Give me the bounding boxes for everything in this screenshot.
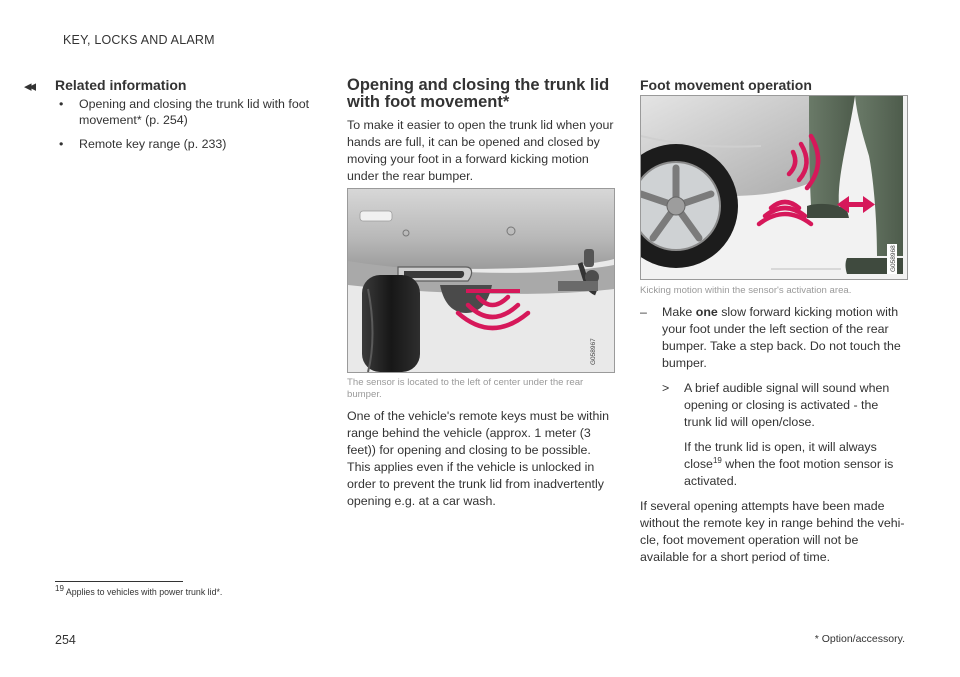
- trunk-lid-section: [347, 77, 615, 185]
- instruction-step: [640, 304, 906, 372]
- section-heading: Opening and closing the trunk lid with foot movement*: [347, 76, 610, 111]
- result-text: A brief audible signal will sound when opening or closing is activated - the trunk lid will open/close.: [684, 381, 890, 429]
- step-text-emphasis: one: [695, 305, 718, 319]
- note-text-pre: If the trunk lid is open, it will always close: [684, 440, 877, 471]
- kicking-motion-figure: [640, 95, 908, 280]
- footnote-ref[interactable]: 19: [712, 455, 722, 465]
- footnote-number: 19: [55, 584, 64, 594]
- related-link-text: Remote key range (p. 233): [79, 137, 227, 151]
- related-information-heading: Related information: [55, 77, 187, 93]
- footnote-text: Applies to vehicles with power trunk lid*.: [65, 587, 223, 597]
- related-links-list: [55, 96, 315, 152]
- footnote-divider: [55, 581, 183, 582]
- related-information-section: [55, 77, 315, 160]
- foot-movement-heading: Foot movement operation: [640, 77, 812, 93]
- continued-from-previous-icon: ◂◂: [24, 78, 34, 95]
- bullet-icon: •: [59, 97, 64, 111]
- kicking-figure-caption: Kicking motion within the sensor's activation area.: [640, 285, 852, 296]
- range-paragraph: One of the vehicle's remote keys must be within range behind the vehicle (approx. 1 meter (3 feet)) for opening and closing to be possible. This applies even if the vehicle is unlocked in order to prevent the trunk lid from inadvertently opening e.g. at a car wash.: [347, 409, 610, 508]
- step-text-pre: Make: [662, 305, 696, 319]
- step-dash: –: [640, 305, 647, 319]
- running-header: KEY, LOCKS AND ALARM: [63, 33, 215, 47]
- step-text-post: slow forward kicking motion with your foot under the left section of the rear bumper. Take a step back. Do not touch the bumper.: [662, 305, 901, 370]
- result-note: [684, 439, 906, 490]
- instruction-result: [662, 380, 906, 431]
- option-accessory-note: * Option/accessory.: [814, 633, 905, 645]
- result-marker: >: [662, 381, 670, 395]
- related-link-text: Opening and closing the trunk lid with foot movement* (p. 254): [79, 97, 310, 127]
- related-link-foot-movement[interactable]: [55, 96, 315, 128]
- figure-code: G058968: [890, 245, 897, 272]
- bullet-icon: •: [59, 137, 64, 151]
- figure-code: G058967: [590, 338, 597, 365]
- intro-paragraph: To make it easier to open the trunk lid when your hands are full, it can be opened and closed by moving your foot in a forward kicking motion under the rear bumper.: [347, 118, 614, 183]
- page-number: 254: [55, 633, 76, 647]
- instruction-block: [640, 304, 906, 566]
- kicking-motion-illustration: [641, 96, 907, 279]
- related-link-remote-key-range[interactable]: [55, 136, 315, 152]
- note-text-post: when the foot motion sensor is activated.: [684, 457, 894, 488]
- sensor-figure-caption: The sensor is located to the left of center under the rear bumper.: [347, 377, 584, 400]
- unavailable-paragraph: If several opening attempts have been made without the remote key in range behind the vehi-cle, foot movement operation will not be available for a short period of time.: [640, 499, 905, 564]
- footnote: [55, 584, 223, 597]
- sensor-location-figure: [347, 188, 615, 373]
- rear-bumper-illustration: [348, 189, 614, 372]
